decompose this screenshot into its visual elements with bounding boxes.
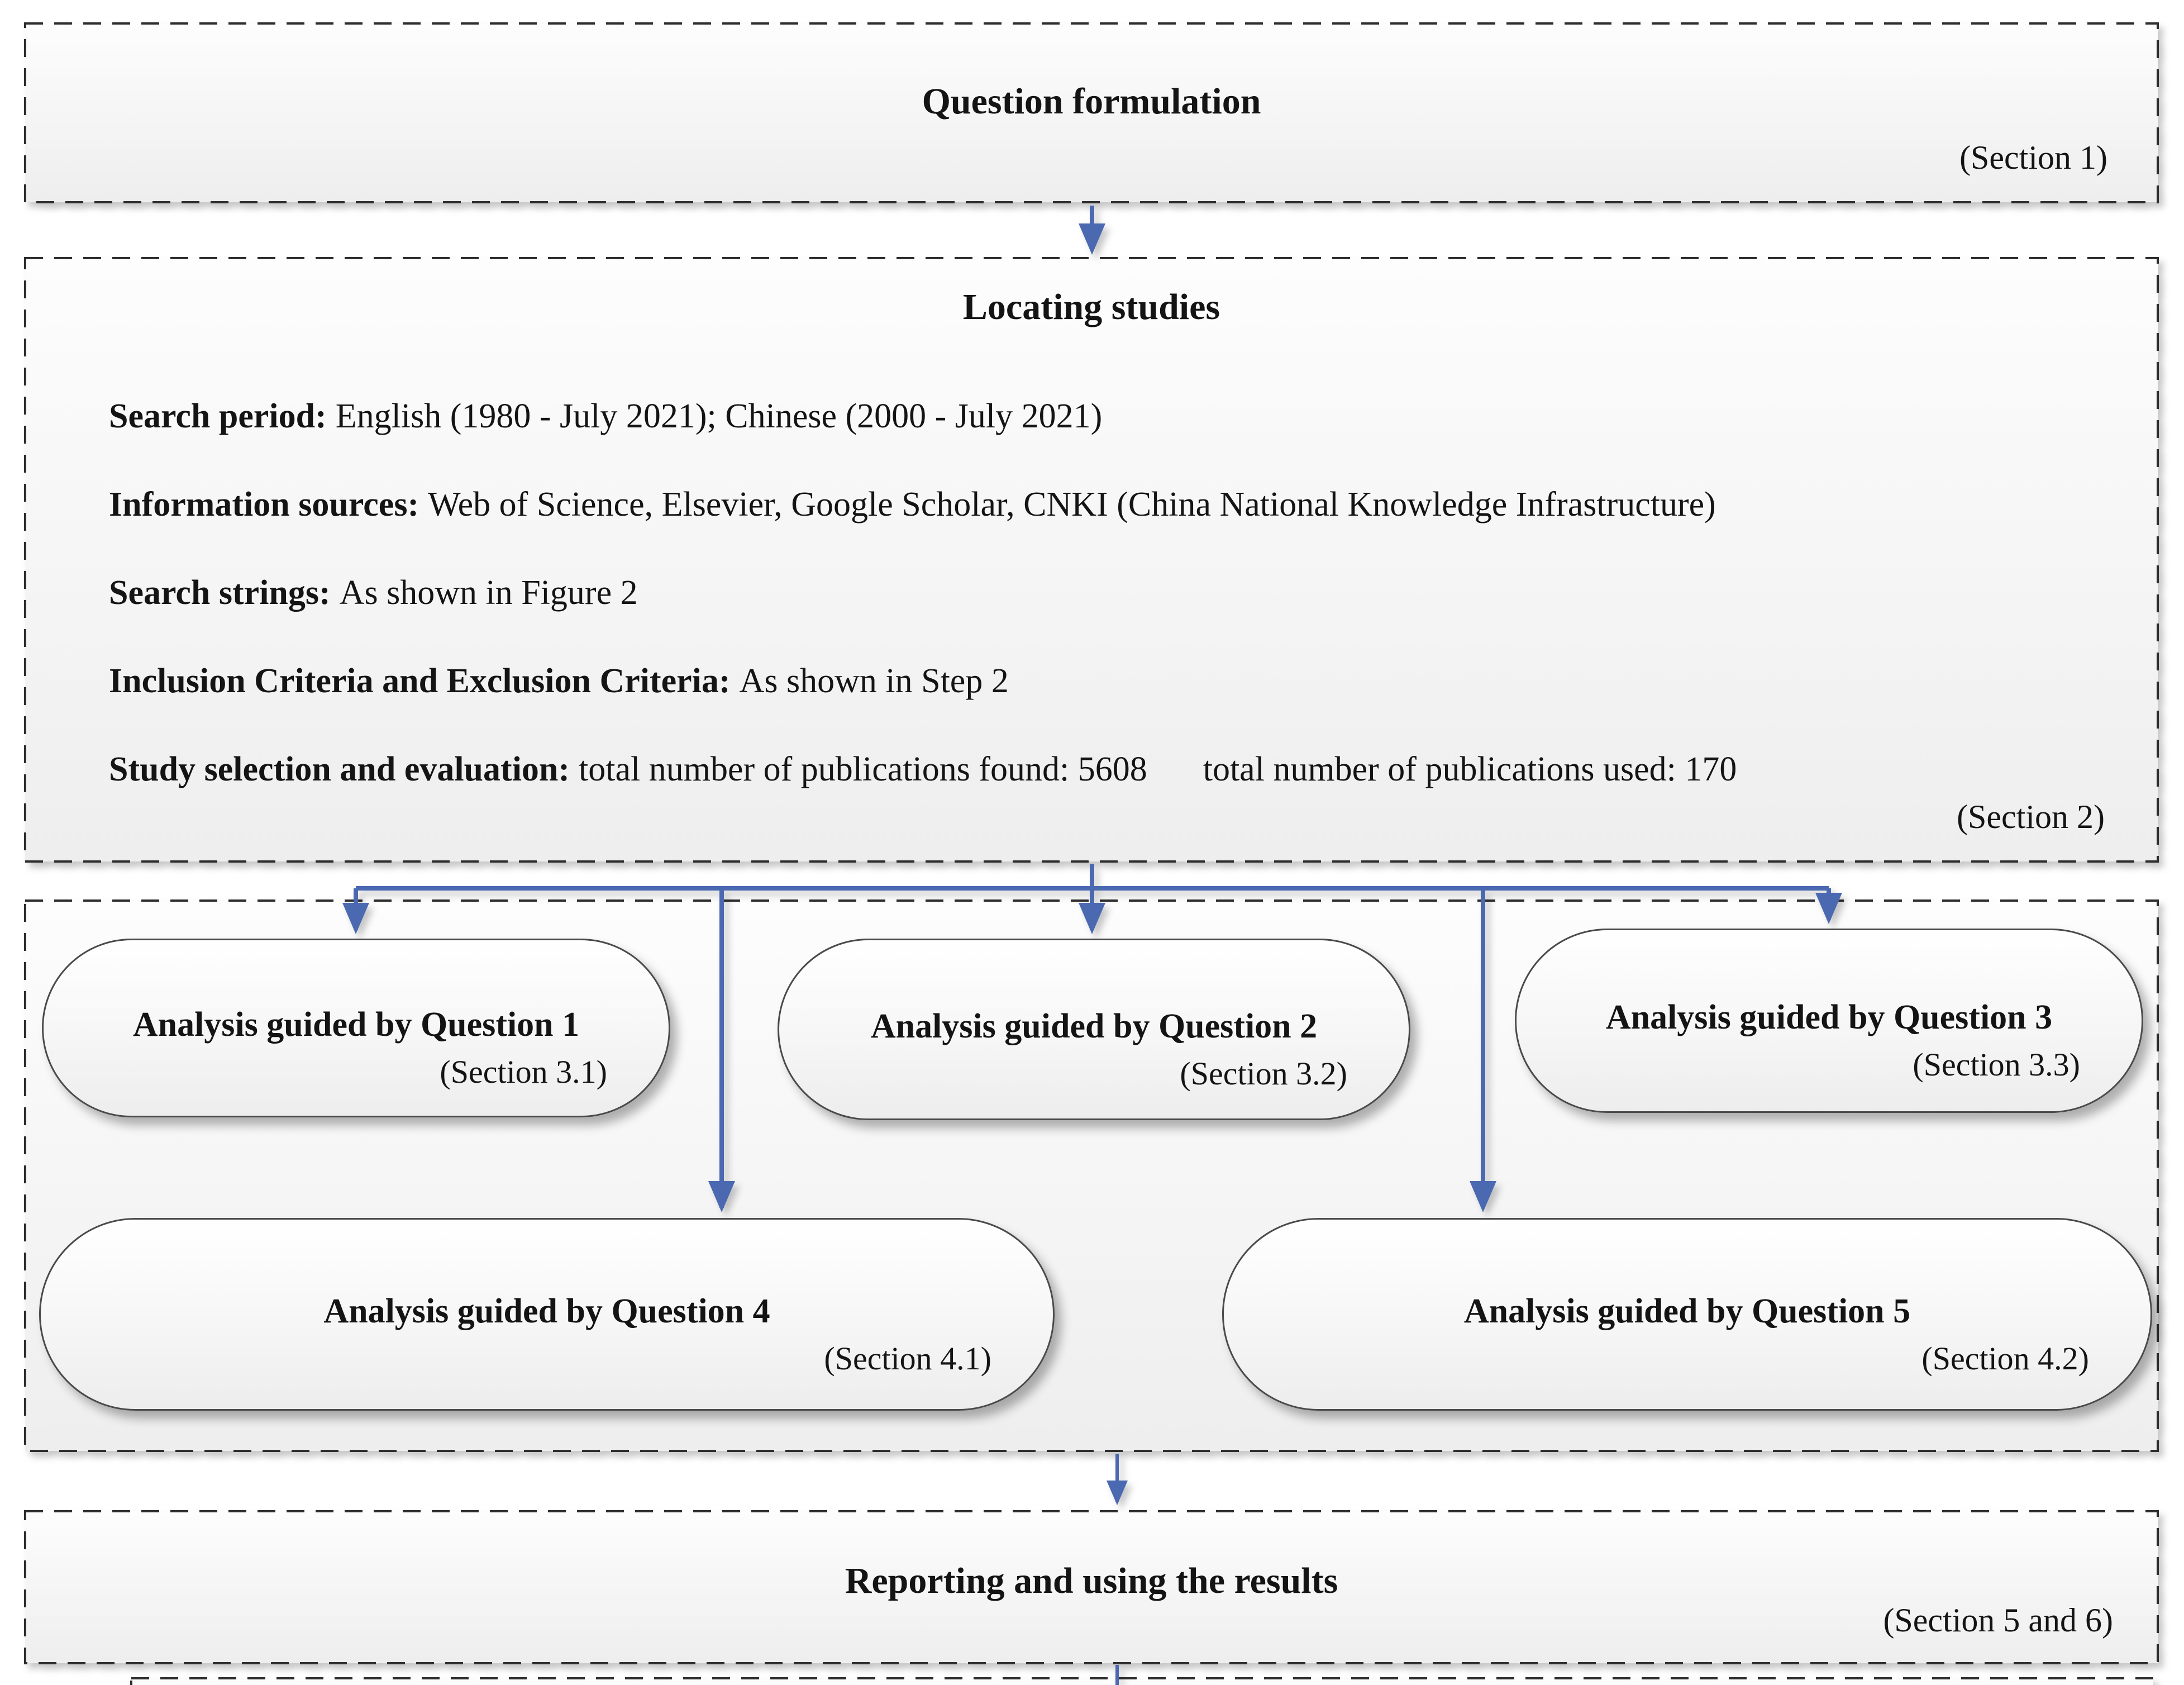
analysis-box-question-3 xyxy=(1515,929,2143,1113)
section-label: (Section 4.2) xyxy=(1921,1340,2089,1377)
detail-label: Information sources: xyxy=(109,485,419,523)
analysis-title: Analysis guided by Question 5 xyxy=(1463,1292,1911,1330)
section-label: (Section 4.1) xyxy=(824,1340,991,1377)
detail-criteria xyxy=(109,657,2085,705)
section-label: (Section 3.1) xyxy=(440,1054,607,1090)
detail-value: Web of Science, Elsevier, Google Scholar, CNKI (China National Knowledge Infrastructure) xyxy=(428,485,1716,523)
section-label: (Section 2) xyxy=(1957,798,2105,835)
connector-rail xyxy=(356,864,1829,888)
analysis-title: Analysis guided by Question 3 xyxy=(1605,998,2053,1036)
detail-label: Study selection and evaluation: xyxy=(109,750,570,788)
analysis-title: Analysis guided by Question 2 xyxy=(870,1007,1318,1045)
analysis-title: Analysis guided by Question 1 xyxy=(132,1006,580,1044)
section-label: (Section 3.3) xyxy=(1913,1046,2080,1083)
detail-label: Inclusion Criteria and Exclusion Criteria: xyxy=(109,662,731,700)
detail-value: As shown in Figure 2 xyxy=(339,574,638,612)
step-title: Locating studies xyxy=(962,287,1220,327)
detail-label: Search period: xyxy=(109,397,327,435)
detail-search-period xyxy=(109,392,2085,440)
dashed-box-clipped-bottom xyxy=(131,1678,2153,1685)
analysis-box-question-1 xyxy=(42,939,670,1117)
analysis-title: Analysis guided by Question 4 xyxy=(323,1292,770,1330)
detail-label: Search strings: xyxy=(109,574,331,612)
step-reporting xyxy=(25,1511,2158,1663)
detail-value: total number of publications found: 5608 xyxy=(579,750,1147,788)
step-title: Question formulation xyxy=(922,81,1261,122)
step-locating-studies xyxy=(25,258,2158,861)
analysis-box-question-5 xyxy=(1222,1218,2152,1411)
detail-value: As shown in Step 2 xyxy=(739,662,1009,700)
section-label: (Section 3.2) xyxy=(1180,1055,1347,1092)
section-label: (Section 5 and 6) xyxy=(1883,1602,2113,1639)
locating-details xyxy=(109,392,2085,834)
analysis-box-question-2 xyxy=(778,939,1410,1120)
step-title: Reporting and using the results xyxy=(845,1560,1338,1601)
step-question-formulation xyxy=(25,23,2158,202)
section-label: (Section 1) xyxy=(1959,139,2107,176)
detail-study-selection xyxy=(109,745,2085,793)
analysis-box-question-4 xyxy=(39,1218,1055,1411)
detail-value: English (1980 - July 2021); Chinese (2000 - July 2021) xyxy=(335,397,1103,435)
detail-value-2: total number of publications used: 170 xyxy=(1203,750,1737,788)
detail-search-strings xyxy=(109,569,2085,617)
detail-information-sources xyxy=(109,480,2085,529)
